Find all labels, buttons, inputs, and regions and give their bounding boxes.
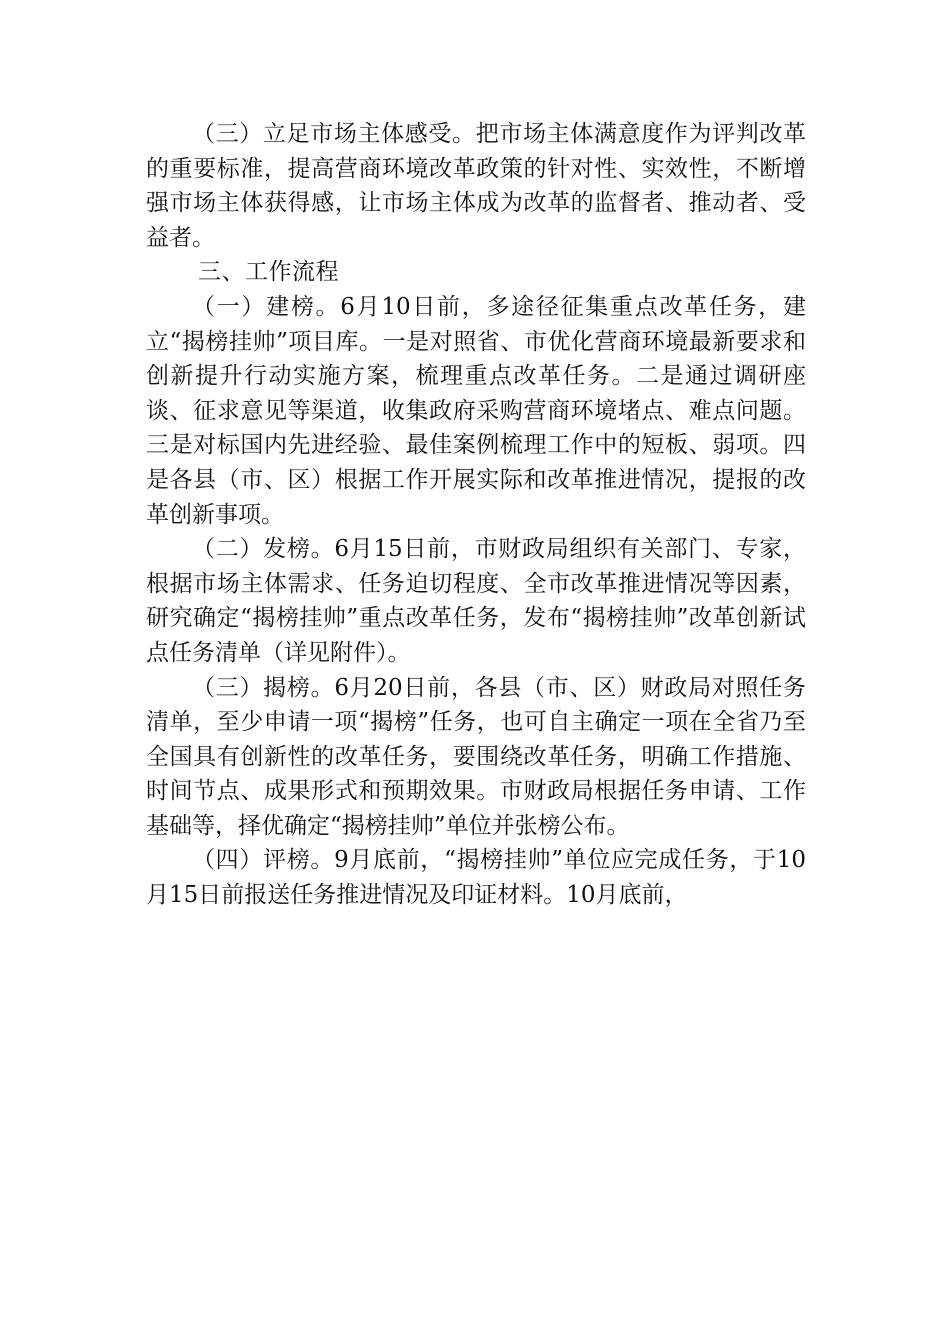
paragraph-text: 6月20日前，各县（市、区）财政局对照任务清单，至少申请一项“揭榜”任务，也可自主确定一项在全省乃至全国具有创新性的改革任务，要围绕改革任务，明确工作措施、时间节点、成果形式和预期效果。市财政局根据任务申请、工作基础等，择优确定“揭榜挂帅”单位并张榜公布。 — [146, 674, 806, 839]
paragraph-text: 9月底前，“揭榜挂帅”单位应完成任务，于10月15日前报送任务推进情况及印证材料。10月底前， — [146, 847, 807, 909]
paragraph-lead: （三）立足市场主体感受。 — [192, 121, 476, 147]
document-body — [146, 117, 806, 913]
paragraph-market-feeling — [146, 117, 806, 255]
section-heading-workflow: 三、工作流程 — [198, 259, 339, 286]
paragraph-lead: （三）揭榜。 — [192, 674, 335, 701]
paragraph-build-list — [146, 290, 806, 532]
paragraph-text: 6月10日前，多途径征集重点改革任务，建立“揭榜挂帅”项目库。一是对照省、市优化营商环境最新要求和创新提升行动实施方案，梳理重点改革任务。二是通过调研座谈、征求意见等渠道，收集政府采购营商环境堵点、难点问题。三是对标国内先进经验、最佳案例梳理工作中的短板、弱项。四是各县（市、区）根据工作开展实际和改革推进情况，提报的改革创新事项。 — [146, 293, 807, 528]
paragraph-lead: （一）建榜。 — [192, 293, 341, 320]
paragraph-text: 6月15日前，市财政局组织有关部门、专家，根据市场主体需求、任务迫切程度、全市改革推进情况等因素，研究确定“揭榜挂帅”重点改革任务，发布“揭榜挂帅”改革创新试点任务清单（详见附件）。 — [146, 536, 806, 666]
paragraph-accept-list — [146, 671, 806, 844]
paragraph-publish-list — [146, 532, 806, 670]
paragraph-evaluate-list — [146, 843, 806, 912]
paragraph-text: 把市场主体满意度作为评判改革的重要标准，提高营商环境改革政策的针对性、实效性，不断增强市场主体获得感，让市场主体成为改革的监督者、推动者、受益者。 — [146, 121, 807, 251]
paragraph-lead: （二）发榜。 — [192, 536, 335, 563]
paragraph-lead: （四）评榜。 — [192, 847, 335, 874]
